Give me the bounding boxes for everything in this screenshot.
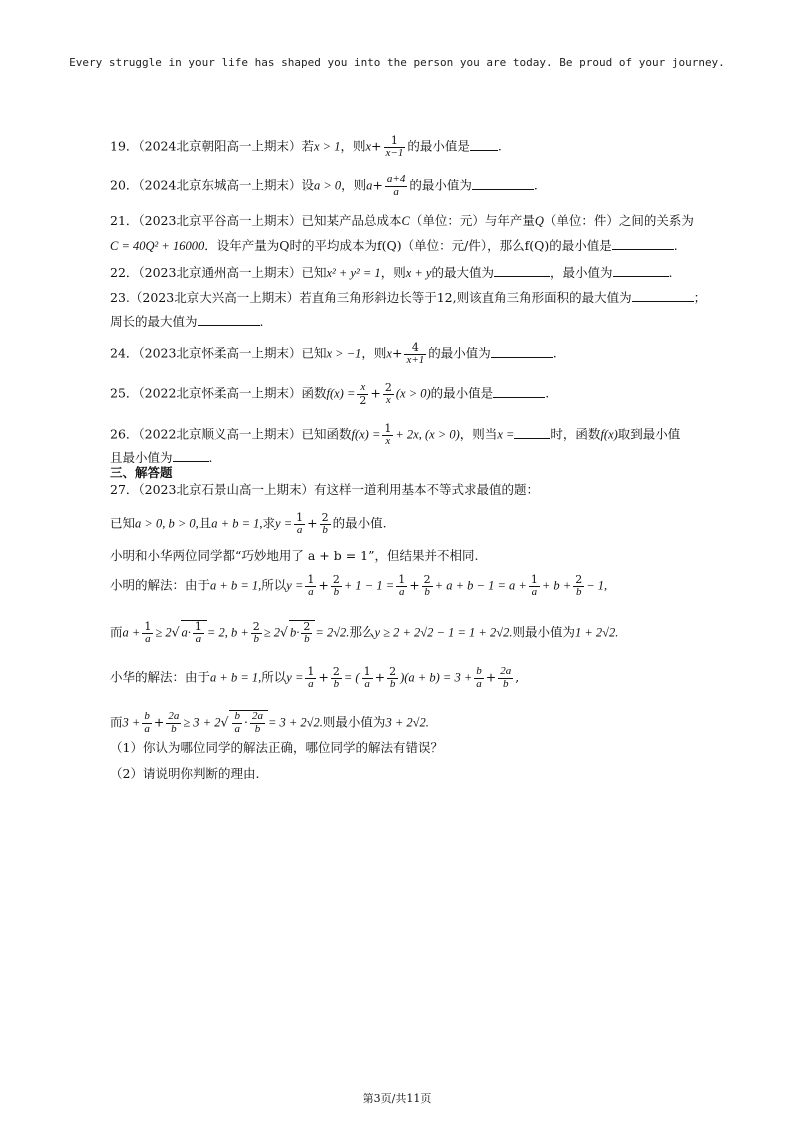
fraction: $\frac{x}{2}$ bbox=[359, 381, 367, 407]
answer-blank-area[interactable] bbox=[632, 301, 694, 302]
question-27-part2: （2）请说明你判断的理由. bbox=[110, 766, 260, 781]
question-27-part1: （1）你认为哪位同学的解法正确，哪位同学的解法有错误？ bbox=[110, 740, 443, 755]
answer-blank-min[interactable] bbox=[613, 276, 669, 277]
question-20: 20．（2024北京东城高一上期末）设a > 0，则a+ $\frac{a+4}{a}$ 的最小值为 . bbox=[110, 173, 538, 198]
xiaoming-solution-line2: 而a + $\frac{1}{a}$ ≥ 2√ a· $\frac{1}{a}$ = 2, b + $\frac{2}{b}$ ≥ 2√ b· $\frac{2}{b}$ = 2√2.那么y ≥ 2 + 2√2 − 1 = 1 + 2√2.则最小值为1 + 2√2. bbox=[110, 620, 619, 645]
sqrt: a· $\frac{1}{a}$ bbox=[181, 620, 207, 645]
xiaohua-solution-line2: 而3 + $\frac{b}{a}$ + $\frac{2a}{b}$ ≥ 3 + 2√ $\frac{b}{a}$ · $\frac{2a}{b}$ = 3 + 2√2.则最小值为3 + 2√2. bbox=[110, 710, 429, 735]
sqrt: $\frac{b}{a}$ · $\frac{2a}{b}$ bbox=[229, 710, 267, 735]
section-heading: 三、解答题 bbox=[110, 465, 173, 480]
fraction: $\frac{1}{x-1}$ bbox=[385, 134, 404, 159]
question-26: 26．（2022北京顺义高一上期末）已知函数f(x) = $\frac{1}{x}$ + 2x, (x > 0)，则当x = 时，函数f(x)取到最小值 bbox=[110, 422, 681, 447]
answer-blank[interactable] bbox=[470, 150, 498, 151]
answer-blank-max[interactable] bbox=[494, 276, 550, 277]
question-21-line2: C = 40Q² + 16000．设年产量为Q时的平均成本为f(Q)（单位：元/件），那么f(Q)的最小值是 . bbox=[110, 238, 678, 253]
xiaohua-solution-line1: 小华的解法：由于a + b = 1,所以y = $\frac{1}{a}$ + $\frac{2}{b}$ = ( $\frac{1}{a}$ + $\frac{2}{b}$ )(a + b) = 3 + $\frac{b}{a}$ + $\frac{2a}{b}$ , bbox=[110, 665, 520, 690]
page-number: 第3页/共11页 bbox=[362, 1092, 432, 1105]
question-24: 24．（2023北京怀柔高一上期末）已知x > −1，则x+ $\frac{4}{x+1}$ 的最小值为 . bbox=[110, 341, 557, 366]
answer-blank[interactable] bbox=[493, 397, 545, 398]
question-23: 23.（2023北京大兴高一上期末）若直角三角形斜边长等于12,则该直角三角形面积的最大值为 ； bbox=[110, 290, 707, 305]
sqrt: b· $\frac{2}{b}$ bbox=[289, 620, 315, 645]
fraction: $\frac{4}{x+1}$ bbox=[406, 341, 425, 366]
question-25: 25．（2022北京怀柔高一上期末）函数f(x) = $\frac{x}{2}$ + $\frac{2}{x}$ (x > 0)的最小值是 . bbox=[110, 381, 550, 407]
answer-blank-min[interactable] bbox=[173, 461, 209, 462]
answer-blank[interactable] bbox=[612, 249, 674, 250]
question-22: 22．（2023北京通州高一上期末）已知x² + y² = 1，则x + y的最大值为 ，最小值为 . bbox=[110, 265, 673, 280]
question-21: 21．（2023北京平谷高一上期末）已知某产品总成本C（单位：元）与年产量Q（单位：件）之间的关系为 bbox=[110, 213, 694, 228]
fraction: $\frac{1}{x}$ bbox=[384, 422, 392, 447]
question-27-given: 已知a > 0, b > 0,且a + b = 1,求y = $\frac{1}{a}$ + $\frac{2}{b}$ 的最小值. bbox=[110, 511, 387, 536]
answer-blank-x[interactable] bbox=[514, 438, 550, 439]
fraction: $\frac{a+4}{a}$ bbox=[386, 173, 406, 198]
answer-blank-perimeter[interactable] bbox=[198, 325, 260, 326]
question-27-title: 27．（2023北京石景山高一上期末）有这样一道利用基本不等式求最值的题： bbox=[110, 482, 539, 497]
question-27-intro: 小明和小华两位同学都“巧妙地用了 a + b = 1”，但结果并不相同. bbox=[110, 548, 479, 563]
question-19: 19．（2024北京朝阳高一上期末）若x > 1，则x+ $\frac{1}{x-1}$ 的最小值是 . bbox=[110, 134, 502, 159]
answer-blank[interactable] bbox=[491, 357, 553, 358]
answer-blank[interactable] bbox=[472, 189, 534, 190]
question-23-line2: 周长的最大值为 . bbox=[110, 314, 264, 329]
question-26-line2: 且最小值为 . bbox=[110, 450, 213, 465]
page-header-quote: Every struggle in your life has shaped you into the person you are today. Be proud of your journey. bbox=[69, 56, 725, 69]
xiaoming-solution-line1: 小明的解法：由于a + b = 1,所以y = $\frac{1}{a}$ + $\frac{2}{b}$ + 1 − 1 = $\frac{1}{a}$ + $\frac{2}{b}$ + a + b − 1 = a + $\frac{1}{a}$ + b + $\frac{2}{b}$ − 1, bbox=[110, 573, 608, 598]
fraction: $\frac{2}{x}$ bbox=[384, 381, 392, 406]
